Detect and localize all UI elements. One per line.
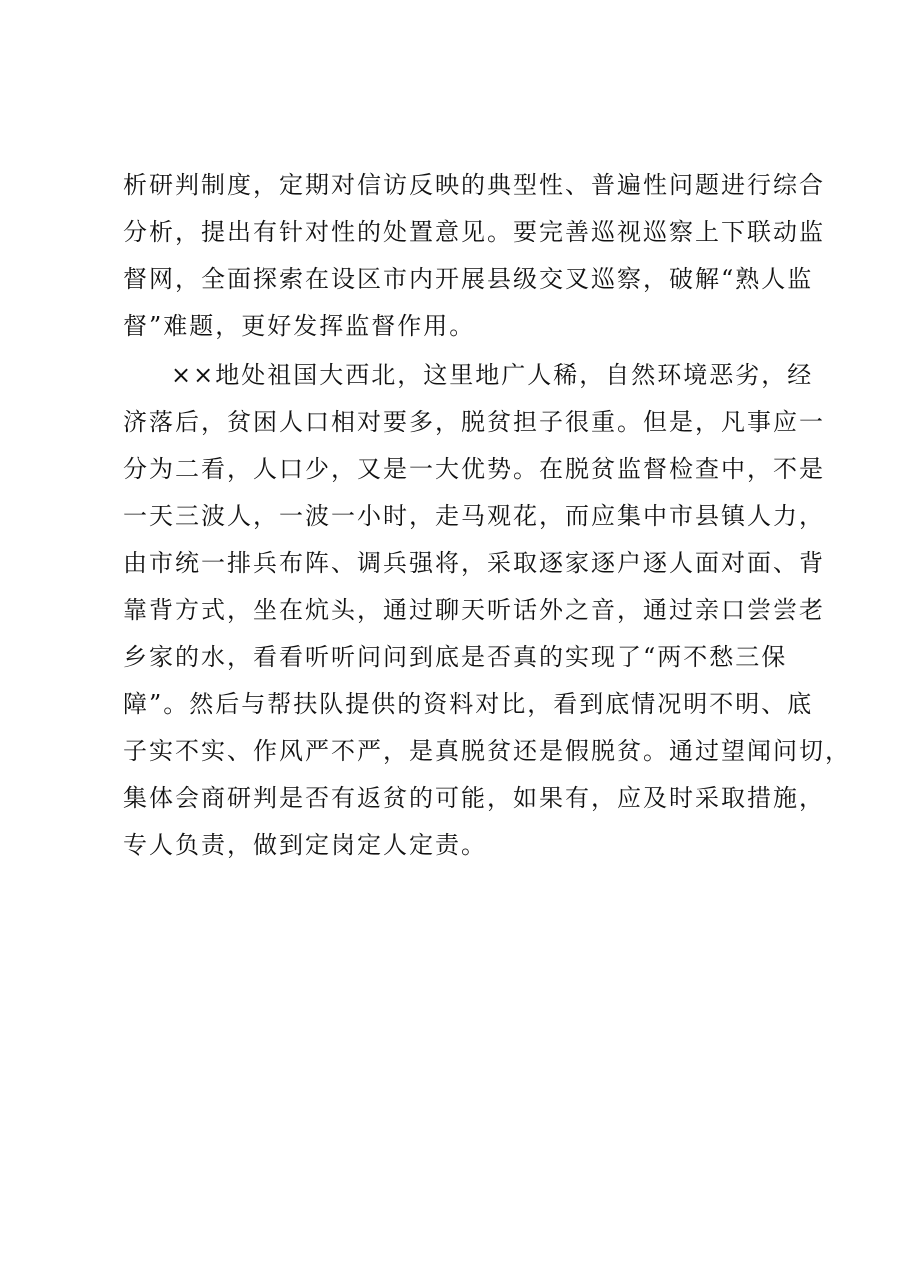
text-line: 督网，全面探索在设区市内开展县级交叉巡察，破解“熟人监 [123,265,814,293]
text-line: 济落后，贫困人口相对要多，脱贫担子很重。但是，凡事应一 [123,408,825,436]
text-line: 分析，提出有针对性的处置意见。要完善巡视巡察上下联动监 [123,218,825,246]
text-line: 一天三波人，一波一小时，走马观花，而应集中市县镇人力， [123,502,825,530]
text-line: 由市统一排兵布阵、调兵强将，采取逐家逐户逐人面对面、背 [123,549,825,577]
text-line: 靠背方式，坐在炕头，通过聊天听话外之音，通过亲口尝尝老 [123,596,825,624]
text-line: ××地处祖国大西北，这里地广人稀，自然环境恶劣，经 [171,361,814,389]
text-line: 子实不实、作风严不严，是真脱贫还是假脱贫。通过望闻问切， [123,737,851,765]
text-line: 督”难题，更好发挥监督作用。 [123,312,476,340]
text-line: 专人负责，做到定岗定人定责。 [123,831,487,859]
text-line: 障”。然后与帮扶队提供的资料对比，看到底情况明不明、底 [123,690,814,718]
text-line: 析研判制度，定期对信访反映的典型性、普遍性问题进行综合 [123,171,825,199]
text-line: 集体会商研判是否有返贫的可能，如果有，应及时采取措施， [123,784,825,812]
text-line: 乡家的水，看看听听问问到底是否真的实现了“两不愁三保 [123,643,788,671]
text-line: 分为二看，人口少，又是一大优势。在脱贫监督检查中，不是 [123,455,825,483]
